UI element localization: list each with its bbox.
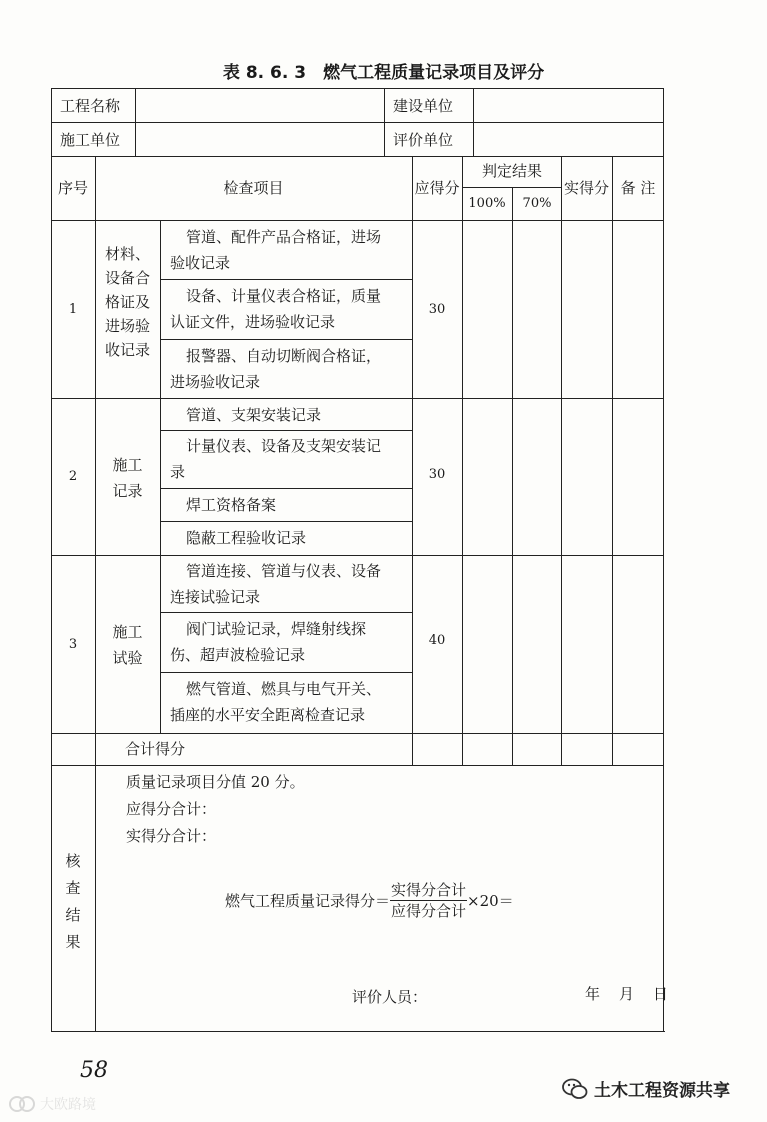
builder-value [136, 123, 385, 157]
col-judgement: 判定结果 [481, 162, 542, 180]
item-2-2: 计量仪表、设备及支架安装记 录 [170, 437, 382, 481]
item-1-1: 管道、配件产品合格证，进场 验收记录 [170, 228, 382, 272]
col-item: 检查项目 [223, 179, 284, 197]
evaluator-label: 评价人员： [352, 988, 428, 1006]
check-line-2: 应得分合计： [126, 800, 217, 818]
construction-unit-value [474, 89, 664, 123]
item-1-2: 设备、计量仪表合格证，质量 认证文件，进场验收记录 [170, 287, 382, 331]
total-label: 合计得分 [125, 740, 186, 758]
group-3-category: 施工 试验 [112, 623, 143, 667]
item-2-4: 隐蔽工程验收记录 [186, 529, 307, 547]
item-2-1: 管道、支架安装记录 [186, 406, 322, 424]
item-1-3: 报警器、自动切断阀合格证， 进场验收记录 [170, 347, 382, 391]
formula-right: ×20＝ [467, 891, 514, 910]
col-seq: 序号 [57, 179, 88, 197]
watermark-left [8, 1094, 96, 1114]
group-1-score: 30 [428, 302, 446, 317]
col-70: 70% [522, 196, 552, 211]
project-name-value [136, 89, 385, 123]
table-title: 表 8. 6. 3 燃气工程质量记录项目及评分 [222, 63, 545, 83]
header-table [51, 88, 664, 157]
wechat-icon [562, 1078, 588, 1100]
watermark-right-text: 土木工程资源共享 [594, 1081, 730, 1101]
score-formula [225, 878, 514, 922]
group-1-category: 材料、 设备合 格证及 进场验 收记录 [104, 245, 150, 359]
col-actual: 实得分 [563, 179, 609, 197]
item-3-2: 阀门试验记录，焊缝射线探 伤、超声波检验记录 [170, 620, 367, 664]
watermark-left-text: 大欧路境 [40, 1097, 96, 1113]
item-3-3: 燃气管道、燃具与电气开关、 插座的水平安全距离检查记录 [170, 680, 382, 724]
formula-left: 燃气工程质量记录得分＝ [225, 891, 391, 910]
group-2-category: 施工 记录 [112, 456, 143, 500]
col-100: 100% [468, 196, 506, 211]
formula-denominator: 应得分合计 [391, 901, 467, 920]
check-line-1: 质量记录项目分值 20 分。 [126, 773, 305, 791]
construction-unit-label: 建设单位 [385, 89, 474, 123]
group-3-score: 40 [428, 633, 446, 648]
item-3-1: 管道连接、管道与仪表、设备 连接试验记录 [170, 562, 382, 606]
formula-numerator: 实得分合计 [391, 880, 467, 899]
evaluation-unit-value [474, 123, 664, 157]
group-1-seq: 1 [68, 302, 78, 317]
watermark-right [562, 1076, 730, 1101]
group-2-score: 30 [428, 467, 446, 482]
col-due-score: 应得分 [414, 179, 460, 197]
check-line-3: 实得分合计： [126, 827, 217, 845]
builder-label: 施工单位 [52, 123, 136, 157]
evaluation-unit-label: 评价单位 [385, 123, 474, 157]
page-number: 58 [80, 1058, 108, 1083]
group-2-seq: 2 [68, 469, 78, 484]
group-3-seq: 3 [68, 637, 78, 652]
logo-icon [8, 1094, 36, 1114]
project-name-label: 工程名称 [52, 89, 136, 123]
check-result-label: 核 查 结 果 [65, 852, 81, 951]
formula-fraction [390, 880, 467, 921]
item-2-3: 焊工资格备案 [186, 496, 277, 514]
col-remark: 备 注 [620, 179, 656, 197]
date-label: 年 月 日 [585, 985, 671, 1003]
